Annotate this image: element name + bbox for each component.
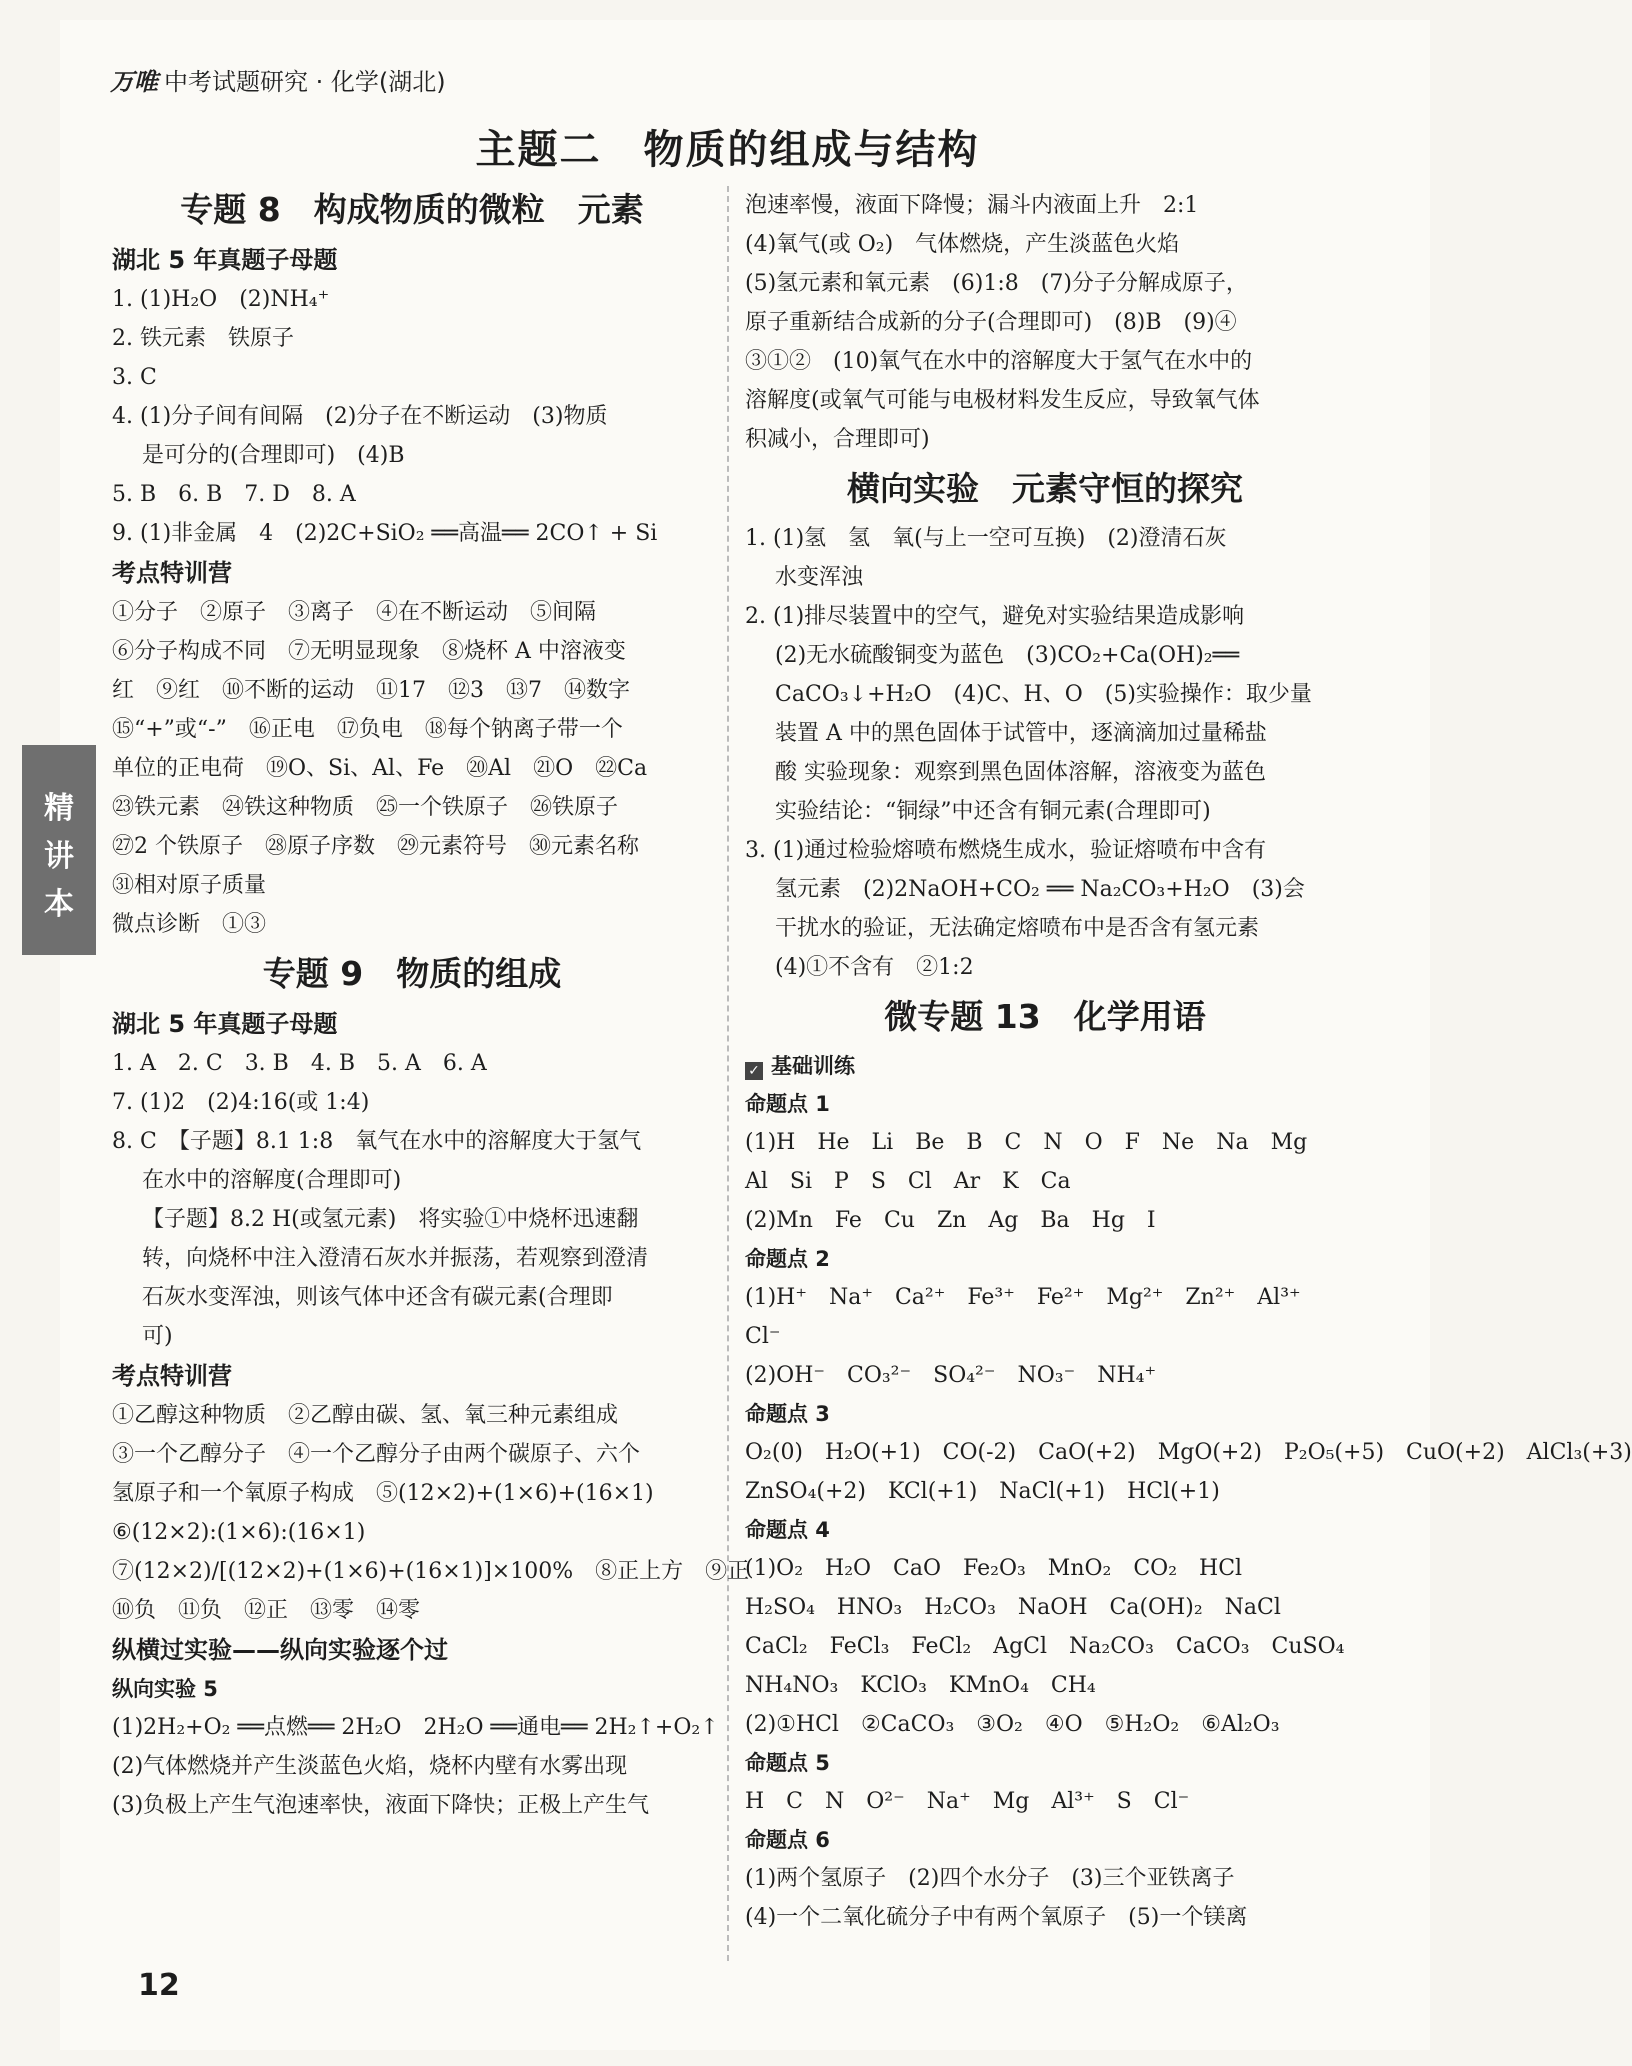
answer-line xyxy=(745,948,1345,987)
line-text: (1)O₂ H₂O CaO Fe₂O₃ MnO₂ CO₂ HCl xyxy=(745,1556,1243,1581)
line-text: 【子题】8.2 H(或氢元素) 将实验①中烧杯迅速翻 xyxy=(142,1207,639,1232)
answer-line xyxy=(112,1161,712,1200)
line-text: 转，向烧杯中注入澄清石灰水并振荡，若观察到澄清 xyxy=(142,1246,649,1271)
line-text: H₂SO₄ HNO₃ H₂CO₃ NaOH Ca(OH)₂ NaCl xyxy=(745,1595,1281,1620)
answer-line xyxy=(745,381,1345,420)
topic-label xyxy=(745,1511,1345,1549)
line-text: 红 ⑨红 ⑩不断的运动 ⑪17 ⑫3 ⑬7 ⑭数字 xyxy=(112,678,630,703)
line-text: (1)H⁺ Na⁺ Ca²⁺ Fe³⁺ Fe²⁺ Mg²⁺ Zn²⁺ Al³⁺ xyxy=(745,1285,1301,1310)
line-text: (2)①HCl ②CaCO₃ ③O₂ ④O ⑤H₂O₂ ⑥Al₂O₃ xyxy=(745,1712,1280,1737)
line-text: 4. (1)分子间有间隔 (2)分子在不断运动 (3)物质 xyxy=(112,404,608,429)
answer-line xyxy=(112,514,712,553)
answer-line xyxy=(112,1474,712,1513)
answer-line xyxy=(112,1239,712,1278)
line-text: 3. (1)通过检验熔喷布燃烧生成水，验证熔喷布中含有 xyxy=(745,838,1267,863)
left-column xyxy=(112,180,750,1825)
line-text: 单位的正电荷 ⑲O、Si、Al、Fe ⑳Al ㉑O ㉒Ca xyxy=(112,756,648,781)
line-text: 微点诊断 ①③ xyxy=(112,912,267,937)
topic-label xyxy=(745,1085,1345,1123)
page-number: 12 xyxy=(138,1968,180,2003)
line-text: (4)①不含有 ②1:2 xyxy=(775,955,974,980)
answer-line xyxy=(745,1123,1345,1162)
line-text: (2)Mn Fe Cu Zn Ag Ba Hg I xyxy=(745,1208,1156,1233)
line-text: 命题点 2 xyxy=(745,1247,830,1271)
line-text: ㉛相对原子质量 xyxy=(112,873,267,898)
book-title: 中考试题研究 · 化学(湖北) xyxy=(164,68,446,96)
subsection-heading xyxy=(112,1630,712,1670)
line-text: (4)氧气(或 O₂) 气体燃烧，产生淡蓝色火焰 xyxy=(745,232,1180,257)
section-heading xyxy=(112,180,712,240)
answer-line xyxy=(112,1513,712,1552)
line-text: ③①② (10)氧气在水中的溶解度大于氢气在水中的 xyxy=(745,349,1253,374)
right-column xyxy=(745,186,1632,1937)
line-text: 1. A 2. C 3. B 4. B 5. A 6. A xyxy=(112,1051,487,1076)
line-text: 命题点 6 xyxy=(745,1828,830,1852)
checkbox-icon: ✓ xyxy=(745,1062,763,1080)
line-text: 氢原子和一个氧原子构成 ⑤(12×2)+(1×6)+(16×1) xyxy=(112,1481,654,1506)
answer-line xyxy=(745,909,1345,948)
line-text: 1. (1)H₂O (2)NH₄⁺ xyxy=(112,287,330,312)
topic-label xyxy=(745,1395,1345,1433)
line-text: 溶解度(或氧气可能与电极材料发生反应，导致氧气体 xyxy=(745,388,1260,413)
line-text: 是可分的(合理即可) (4)B xyxy=(142,443,405,468)
answer-line xyxy=(745,636,1345,675)
line-text: 命题点 3 xyxy=(745,1402,830,1426)
line-text: 装置 A 中的黑色固体于试管中，逐滴滴加过量稀盐 xyxy=(775,721,1267,746)
topic-label xyxy=(745,1240,1345,1278)
line-text: (1)两个氢原子 (2)四个水分子 (3)三个亚铁离子 xyxy=(745,1866,1235,1891)
line-text: ①分子 ②原子 ③离子 ④在不断运动 ⑤间隔 xyxy=(112,600,597,625)
answer-line xyxy=(745,870,1345,909)
answer-line xyxy=(745,1356,1345,1395)
answer-line xyxy=(745,597,1345,636)
line-text: 微专题 13 化学用语 xyxy=(884,997,1206,1036)
line-text: 实验结论：“铜绿”中还含有铜元素(合理即可) xyxy=(775,799,1211,824)
answer-line xyxy=(745,1549,1345,1588)
subsection-heading xyxy=(112,1356,712,1396)
line-text: ⑩负 ⑪负 ⑫正 ⑬零 ⑭零 xyxy=(112,1598,421,1623)
answer-line xyxy=(112,866,712,905)
line-text: 纵横过实验——纵向实验逐个过 xyxy=(112,1636,448,1664)
line-text: ①乙醇这种物质 ②乙醇由碳、氢、氧三种元素组成 xyxy=(112,1403,619,1428)
answer-line xyxy=(112,436,712,475)
line-text: 可) xyxy=(142,1324,173,1349)
line-text: (2)无水硫酸铜变为蓝色 (3)CO₂+Ca(OH)₂══ xyxy=(775,643,1240,668)
topic-label xyxy=(745,1744,1345,1782)
answer-line xyxy=(745,264,1345,303)
line-text: 5. B 6. B 7. D 8. A xyxy=(112,482,356,507)
line-text: 基础训练 xyxy=(771,1054,855,1078)
column-divider xyxy=(727,186,729,1961)
subsection-heading xyxy=(112,553,712,593)
line-text: 3. C xyxy=(112,365,157,390)
answer-line xyxy=(112,319,712,358)
line-text: CaCl₂ FeCl₃ FeCl₂ AgCl Na₂CO₃ CaCO₃ CuSO₄ xyxy=(745,1634,1345,1659)
answer-line xyxy=(745,831,1345,870)
line-text: 考点特训营 xyxy=(112,559,232,587)
answer-line xyxy=(745,1317,1345,1356)
side-tab xyxy=(22,745,96,955)
answer-line xyxy=(112,671,712,710)
line-text: ⑥(12×2):(1×6):(16×1) xyxy=(112,1520,366,1545)
line-text: ⑥分子构成不同 ⑦无明显现象 ⑧烧杯 A 中溶液变 xyxy=(112,639,626,664)
line-text: 酸 实验现象：观察到黑色固体溶解，溶液变为蓝色 xyxy=(775,760,1266,785)
line-text: (1)H He Li Be B C N O F Ne Na Mg xyxy=(745,1130,1308,1155)
answer-line xyxy=(745,1859,1345,1898)
answer-line xyxy=(112,397,712,436)
answer-line xyxy=(112,593,712,632)
line-text: 专题 8 构成物质的微粒 元素 xyxy=(180,190,644,229)
answer-line xyxy=(112,749,712,788)
answer-line xyxy=(745,1162,1345,1201)
line-text: 9. (1)非金属 4 (2)2C+SiO₂ ══高温══ 2CO↑ + Si xyxy=(112,521,658,546)
line-text: 水变浑浊 xyxy=(775,565,864,590)
answer-line xyxy=(745,519,1345,558)
answer-line xyxy=(112,1591,712,1630)
line-text: 石灰水变浑浊，则该气体中还含有碳元素(合理即 xyxy=(142,1285,613,1310)
answer-line xyxy=(112,1278,712,1317)
line-text: 泡速率慢，液面下降慢；漏斗内液面上升 2:1 xyxy=(745,193,1199,218)
line-text: 1. (1)氢 氢 氧(与上一空可互换) (2)澄清石灰 xyxy=(745,526,1227,551)
answer-line xyxy=(112,905,712,944)
answer-line xyxy=(112,1083,712,1122)
line-text: 干扰水的验证，无法确定熔喷布中是否含有氢元素 xyxy=(775,916,1260,941)
side-tab-char: 精 xyxy=(44,791,74,826)
line-text: ㉗2 个铁原子 ㉘原子序数 ㉙元素符号 ㉚元素名称 xyxy=(112,834,639,859)
line-text: O₂(0) H₂O(+1) CO(-2) CaO(+2) MgO(+2) P₂O₅(+5) CuO(+2) AlCl₃(+3) xyxy=(745,1440,1632,1465)
brand-logo: 万唯 xyxy=(110,68,158,96)
line-text: 纵向实验 5 xyxy=(112,1677,218,1701)
answer-line xyxy=(745,225,1345,264)
answer-line xyxy=(112,788,712,827)
answer-line xyxy=(745,558,1345,597)
answer-line xyxy=(112,632,712,671)
topic-label xyxy=(112,1670,712,1708)
answer-line xyxy=(745,420,1345,459)
answer-line xyxy=(112,1317,712,1356)
answer-line xyxy=(112,1786,712,1825)
answer-line xyxy=(745,1782,1345,1821)
line-text: ZnSO₄(+2) KCl(+1) NaCl(+1) HCl(+1) xyxy=(745,1479,1220,1504)
answer-line xyxy=(112,1708,719,1747)
line-text: 命题点 1 xyxy=(745,1092,830,1116)
line-text: 命题点 4 xyxy=(745,1518,830,1542)
line-text: (5)氢元素和氧元素 (6)1:8 (7)分子分解成原子， xyxy=(745,271,1248,296)
line-text: 在水中的溶解度(合理即可) xyxy=(142,1168,402,1193)
answer-line xyxy=(745,675,1345,714)
subsection-heading xyxy=(112,240,712,280)
answer-line xyxy=(745,792,1345,831)
answer-line xyxy=(112,710,712,749)
line-text: (3)负极上产生气泡速率快，液面下降快；正极上产生气 xyxy=(112,1793,650,1818)
line-text: 7. (1)2 (2)4:16(或 1:4) xyxy=(112,1090,370,1115)
answer-line xyxy=(745,342,1345,381)
line-text: CaCO₃↓+H₂O (4)C、H、O (5)实验操作：取少量 xyxy=(775,682,1312,707)
answer-line xyxy=(745,1201,1345,1240)
answer-line xyxy=(745,1666,1345,1705)
answer-line xyxy=(112,1200,712,1239)
line-text: 2. (1)排尽装置中的空气，避免对实验结果造成影响 xyxy=(745,604,1245,629)
line-text: 2. 铁元素 铁原子 xyxy=(112,326,294,351)
line-text: H C N O²⁻ Na⁺ Mg Al³⁺ S Cl⁻ xyxy=(745,1789,1190,1814)
line-text: Cl⁻ xyxy=(745,1324,781,1349)
answer-line xyxy=(112,1552,750,1591)
subsection-heading xyxy=(112,1004,712,1044)
answer-line xyxy=(745,1898,1345,1937)
answer-line xyxy=(112,827,712,866)
line-text: 专题 9 物质的组成 xyxy=(262,954,562,993)
answer-line xyxy=(745,1472,1345,1511)
line-text: ㉓铁元素 ㉔铁这种物质 ㉕一个铁原子 ㉖铁原子 xyxy=(112,795,619,820)
theme-title: 主题二 物质的组成与结构 xyxy=(475,127,980,173)
line-text: ⑮“+”或“-” ⑯正电 ⑰负电 ⑱每个钠离子带一个 xyxy=(112,717,623,742)
line-text: 8. C 【子题】8.1 1:8 氧气在水中的溶解度大于氢气 xyxy=(112,1129,642,1154)
line-text: (2)OH⁻ CO₃²⁻ SO₄²⁻ NO₃⁻ NH₄⁺ xyxy=(745,1363,1157,1388)
line-text: 湖北 5 年真题子母题 xyxy=(112,1010,338,1038)
answer-line xyxy=(745,753,1345,792)
line-text: (1)2H₂+O₂ ══点燃══ 2H₂O 2H₂O ══通电══ 2H₂↑+O₂↑ xyxy=(112,1715,719,1740)
line-text: ⑦(12×2)/[(12×2)+(1×6)+(16×1)]×100% ⑧正上方 ⑨正 xyxy=(112,1559,750,1584)
side-tab-char: 本 xyxy=(44,887,74,922)
line-text: 考点特训营 xyxy=(112,1362,232,1390)
running-header xyxy=(110,62,446,97)
answer-line xyxy=(112,475,712,514)
line-text: 湖北 5 年真题子母题 xyxy=(112,246,338,274)
answer-line xyxy=(112,1122,712,1161)
section-heading xyxy=(745,987,1345,1047)
answer-line xyxy=(745,1433,1632,1472)
line-text: NH₄NO₃ KClO₃ KMnO₄ CH₄ xyxy=(745,1673,1096,1698)
answer-line xyxy=(112,1435,712,1474)
answer-line xyxy=(112,280,712,319)
line-text: (4)一个二氧化硫分子中有两个氧原子 (5)一个镁离 xyxy=(745,1905,1248,1930)
topic-label xyxy=(745,1821,1345,1859)
answer-line xyxy=(112,358,712,397)
line-text: 积减小，合理即可) xyxy=(745,427,930,452)
answer-line xyxy=(745,303,1345,342)
line-text: 横向实验 元素守恒的探究 xyxy=(847,469,1243,508)
line-text: ③一个乙醇分子 ④一个乙醇分子由两个碳原子、六个 xyxy=(112,1442,641,1467)
answer-line xyxy=(745,1705,1345,1744)
answer-line xyxy=(112,1747,712,1786)
line-text: 氢元素 (2)2NaOH+CO₂ ══ Na₂CO₃+H₂O (3)会 xyxy=(775,877,1305,902)
answer-line xyxy=(745,1627,1345,1666)
answer-line xyxy=(745,714,1345,753)
answer-line xyxy=(745,1588,1345,1627)
answer-line xyxy=(745,186,1345,225)
line-text: Al Si P S Cl Ar K Ca xyxy=(745,1169,1071,1194)
side-tab-char: 讲 xyxy=(44,839,74,874)
basic-training-heading xyxy=(745,1047,1345,1085)
line-text: 原子重新结合成新的分子(合理即可) (8)B (9)④ xyxy=(745,310,1237,335)
line-text: (2)气体燃烧并产生淡蓝色火焰，烧杯内壁有水雾出现 xyxy=(112,1754,628,1779)
section-heading xyxy=(745,459,1345,519)
answer-line xyxy=(745,1278,1345,1317)
answer-line xyxy=(112,1044,712,1083)
section-heading xyxy=(112,944,712,1004)
answer-line xyxy=(112,1396,712,1435)
line-text: 命题点 5 xyxy=(745,1751,830,1775)
